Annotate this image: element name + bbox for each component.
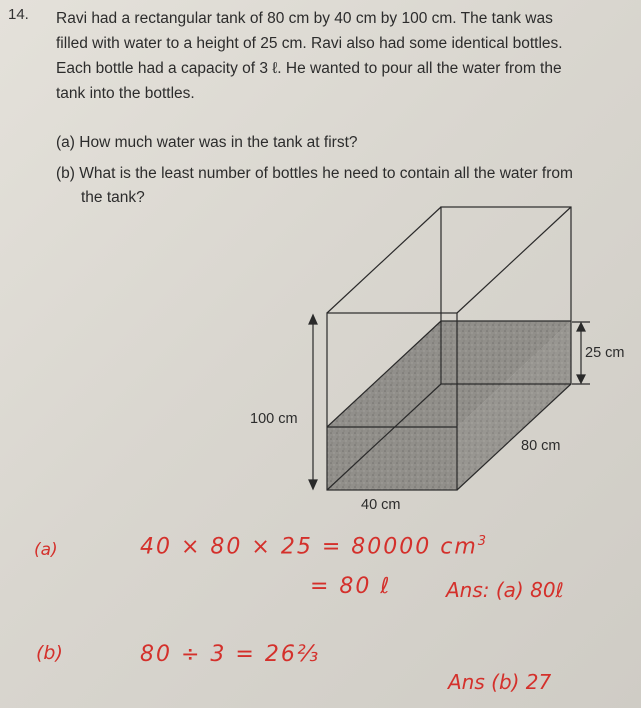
question-number: 14. (8, 6, 29, 23)
water-level-label: 25 cm (585, 345, 625, 361)
handwritten-answer-a: Ans: (a) 80ℓ (446, 578, 564, 602)
handwritten-volume-text: 40 × 80 × 25 = 80000 cm (140, 534, 478, 560)
handwritten-answer-b: Ans (b) 27 (448, 670, 552, 694)
length-label: 80 cm (521, 438, 561, 454)
handwritten-division-equation: 80 ÷ 3 = 26⅔ (140, 642, 321, 667)
question-line-1: Ravi had a rectangular tank of 80 cm by 40 cm by 100 cm. The tank was (56, 10, 553, 27)
water-front-face (327, 427, 457, 490)
part-a-question: (a) How much water was in the tank at first? (56, 134, 358, 151)
height-label: 100 cm (250, 411, 298, 427)
part-b-question-continued: the tank? (81, 189, 145, 206)
handwritten-volume-equation (140, 534, 488, 559)
handwritten-part-b-label: (b) (36, 642, 63, 664)
handwritten-cube-exponent: 3 (477, 534, 489, 549)
handwritten-part-a-label: (a) (34, 540, 58, 560)
width-label: 40 cm (361, 497, 401, 513)
height-arrow (309, 315, 317, 489)
part-b-question: (b) What is the least number of bottles he need to contain all the water from (56, 165, 573, 182)
handwritten-litre-conversion: = 80 ℓ (310, 574, 392, 599)
question-line-2: filled with water to a height of 25 cm. Ravi also had some identical bottles. (56, 35, 563, 52)
question-line-3: Each bottle had a capacity of 3 ℓ. He wanted to pour all the water from the (56, 60, 562, 77)
question-line-4: tank into the bottles. (56, 85, 195, 102)
